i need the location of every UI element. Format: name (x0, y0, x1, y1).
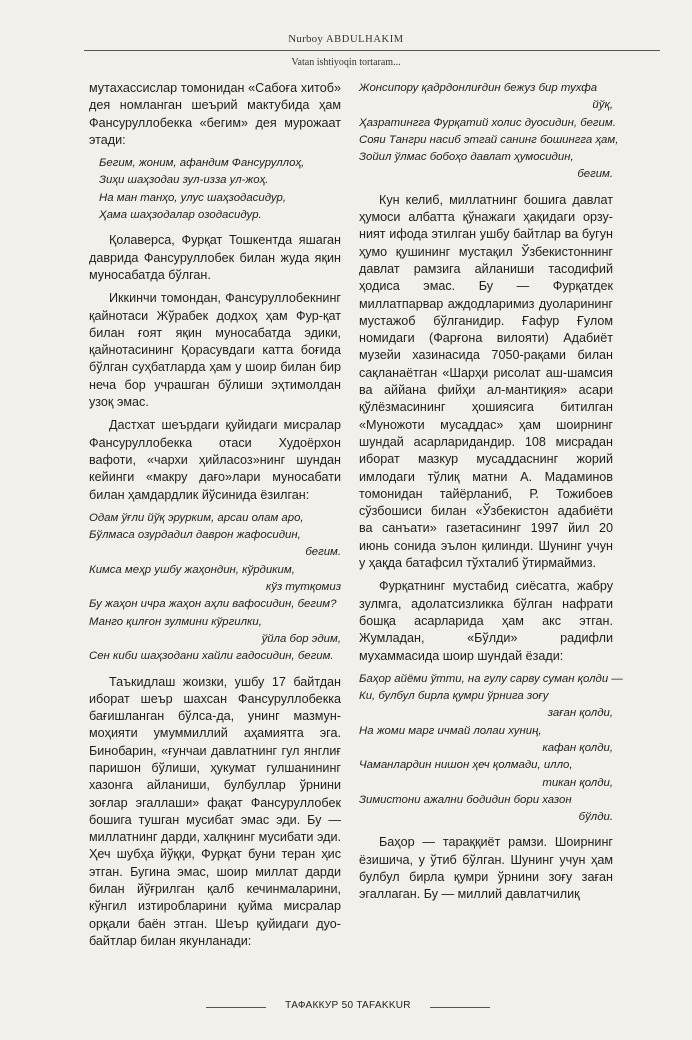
poem-quote (359, 671, 623, 827)
poem-line: Ки, булбул бирла қумри ўрнига зоғу (359, 690, 549, 703)
poem-line: Жонсипору қадрдонлиғдин бежуз бир тухфа (359, 82, 598, 94)
poem-quote (89, 510, 341, 666)
poem-line: Баҳор айёми ўтти, на гулу сарву суман қолди — (359, 672, 623, 685)
poem-line: Бўлмаса озурдадил даврон жафосидин, (89, 529, 301, 542)
poem-quote (359, 80, 619, 184)
poem-line: Манго қилғон зулмини кўргилки, (89, 615, 262, 628)
poem-line: На ман танҳо, улус шаҳзодасидур, (99, 191, 287, 204)
poem-quote (89, 155, 341, 224)
poem-line: Зойил ўлмас бобоҳо давлат ҳумосидин, (359, 151, 574, 164)
poem-line-tail: тикан қолди, (542, 776, 613, 789)
header-rule (84, 50, 660, 51)
poem-line: Ҳама шаҳзодалар озодасидур. (99, 209, 262, 222)
poem-line-tail: кўз тутқомиз (265, 581, 341, 594)
poem-line-tail: заған қолди, (547, 707, 613, 720)
poem-line: Одам ўғли йўқ эрурким, арсаи олам аро, (89, 511, 304, 524)
footer-rule-left (206, 1007, 266, 1008)
poem-line-tail: бегим. (305, 546, 341, 559)
page-footer (0, 1000, 692, 1014)
poem-line: Бегим, жоним, афандим Фансуруллоҳ, (99, 157, 305, 170)
paragraph: мутахассислар томонидан «Сабоға хитоб» дея номланган шеърий мактубида ҳам Фансуруллобекка «бегим» дея мурожаат этади: (89, 81, 341, 147)
left-column (89, 80, 341, 950)
poem-line: Бу жаҳон ичра жаҳон аҳли вафосидин, бегим? (89, 598, 337, 611)
paragraph: Қолаверса, Фурқат Тошкентда яшаган даврида Фансуруллобек билан жуда яқин муносабатда бўлган. (89, 233, 341, 282)
author-last-name: ABDULHAKIM (326, 34, 404, 45)
paragraph: Баҳор — тараққиёт рамзи. Шоирнинг ёзишича, у ўтиб бўлган. Шунинг учун ҳам булбул бирла қумри ўрнини зоғу заған эгаллаган. Бу — миллий давлатчилиқ (359, 835, 613, 902)
poem-line: Зиҳи шаҳзодаи зул-изза ул-жоҳ. (99, 174, 269, 187)
poem-line-tail: кафан қолди, (542, 741, 613, 754)
running-header-author (0, 33, 692, 45)
poem-line: Чаманлардин нишон ҳеч қолмади, илло, (359, 759, 573, 772)
poem-line-tail: бўлди. (578, 811, 613, 824)
footer-rule-right (430, 1007, 490, 1008)
poem-line: На жоми марг ичмай лолаи хуниң, (359, 724, 542, 737)
paragraph: Иккинчи томондан, Фансуруллобекнинг қайнотаси Жўрабек додхоҳ ҳам Фур-қат билан ғоят яқин муносабатда эдики, қайнотасининг Қорасувдаги катта боғида бўлган суҳбатларда ҳам у шоир билан бир неча бор учрашган бўлиши эҳтимолдан узоқ эмас. (89, 291, 341, 410)
author-first-name: Nurboy (288, 33, 324, 45)
paragraph: Кун келиб, миллатнинг бошига давлат ҳумоси албатта қўнажаги ҳақидаги орзу-ният ифода этилган ушбу байтлар ва бугун ҳумо қушининг мустақил Ўзбекистоннинг давлат рамзига айланиши тасодифий ҳодиса эмас. Бу — Фурқатдек миллатпарвар аждодларимиз дуоларининг мустажоб бўлганидир. Ғафур Ғулом номидаги (Фарғона вилояти) Адабиёт музейи хазинасида 7050-рақами билан сақланаётган «Шарҳи рисолат аш-шамсия ва аййана фийҳи ал-мантиқия» асари қўлёзмасининг ҳошиясига битилган «Муножоти мусаддас» ҳам шоирнинг шундай асарларидандир. 108 мисрадан иборат мазкур мусаддаснинг жорий имлодаги тўлиқ матни А. Мадаминов томонидан тайёрланиб, Р. Тожибоев сўзбошиси билан «Ўзбекистон адабиёти ва санъати» газетасининг 1997 йил 20 июнь сонида эълон қилинди. Шунинг учун у ҳақда батафсил тўхталиб ўтирмаймиз. (359, 192, 613, 571)
poem-line-tail: ўйла бор эдим, (261, 632, 341, 645)
poem-line: Ҳазратингга Фурқатий холис дуосидин, бегим. (359, 116, 616, 129)
running-header-subtitle: Vatan ishtiyoqin tortaram... (291, 57, 401, 68)
poem-line: Сояи Тангри насиб этгай санинг бошингга ҳам, (359, 133, 619, 146)
poem-line: Сен киби шаҳзодани хайли гадосидин, бегим. (89, 650, 334, 663)
poem-line: Зимистони ажални бодидин бори хазон (359, 793, 572, 806)
poem-line: Кимса меҳр ушбу жаҳондин, кўрдиким, (89, 563, 295, 576)
paragraph: Фурқатнинг мустабид сиёсатга, жабру зулмга, адолатсизликка бўлган нафрати бошқа асарларида ҳам акс этган. Жумладан, «Бўлди» радифли мухаммасида шоир шундай ёзади: (359, 579, 613, 663)
poem-line-tail: бегим. (577, 168, 613, 181)
footer-page-label: ТАФАККУР 50 TAFAKKUR (285, 1000, 411, 1011)
paragraph: Дастхат шеърдаги қуйидаги мисралар Фансуруллобекка отаси Худоёрхон вафоти, «чархи ҳийласоз»нинг шундан кейинги «макру дағо»лари муносабати билан ҳамдардлик йўсинида ёзилган: (89, 418, 341, 502)
poem-line-tail: йўқ, (592, 99, 613, 112)
paragraph: Таъкидлаш жоизки, ушбу 17 байтдан иборат шеър шахсан Фансуруллобекка бағишланган бўлса-да, унинг мазмун-моҳияти умуммиллий аҳамиятга эга. Бинобарин, «ғунчаи давлатнинг гул янглиғ паришон бўлиши, ҳукумат гулшанининг хазонга айланиши, булбуллар ўрнини зоғлар эгаллаши» фақат Фансуруллобек бошига тушган мусибат эмас эди. Бу — миллатнинг дарди, халқнинг мусибати эди. Ҳеч шубҳа йўққи, Фурқат буни теран ҳис этган. Бугина эмас, шоир миллат дарди билан йўғрилган қалб кечинмаларини, кўнгил изтиробларини қуйма мисралар орқали баён этган. Шеър қуйидаги дуо-байтлар билан якунланади: (89, 674, 341, 948)
right-column (359, 80, 623, 904)
